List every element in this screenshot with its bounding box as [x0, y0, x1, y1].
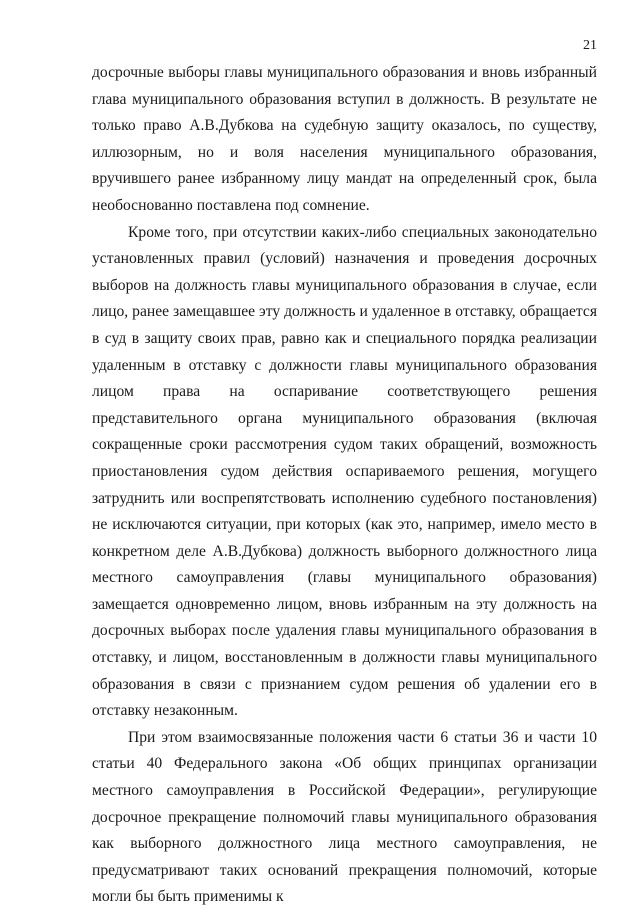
body-text	[92, 60, 597, 911]
paragraph-2: Кроме того, при отсутствии каких-либо специальных законодательно установленных правил (условий) назначения и проведения досрочных выборов на должность главы муниципального образования в случае, если лицо, ранее замещавшее эту должность и удаленное в отставку, обращается в суд в защиту своих прав, равно как и специального порядка реализации удаленным в отставку с должности главы муниципального образования лицом права на оспаривание соответствующего решения представительного органа муниципального образования (включая сокращенные сроки рассмотрения судом таких обращений, возможность приостановления судом действия оспариваемого решения, могущего затруднить или воспрепятствовать исполнению судебного постановления) не исключаются ситуации, при которых (как это, например, имело место в конкретном деле А.В.Дубкова) должность выборного должностного лица местного самоуправления (главы муниципального образования) замещается одновременно лицом, вновь избранным на эту должность на досрочных выборах после удаления главы муниципального образования в отставку, и лицом, восстановленным в должности главы муниципального образования в связи с признанием судом решения об удалении его в отставку незаконным.	[92, 223, 597, 720]
page-number: 21	[583, 38, 597, 53]
paragraph-1: досрочные выборы главы муниципального образования и вновь избранный глава муниципального образования вступил в должность. В результате не только право А.В.Дубкова на судебную защиту оказалось, по существу, иллюзорным, но и воля населения муниципального образования, вручившего ранее избранному лицу мандат на определенный срок, была необоснованно поставлена под сомнение.	[92, 64, 597, 214]
paragraph-3: При этом взаимосвязанные положения части 6 статьи 36 и части 10 статьи 40 Федерального закона «Об общих принципах организации местного самоуправления в Российской Федерации», регулирующие досрочное прекращение полномочий главы муниципального образования как выборного должностного лица местного самоуправления, не предусматривают таких оснований прекращения полномочий, которые могли бы быть применимы к	[92, 728, 597, 906]
